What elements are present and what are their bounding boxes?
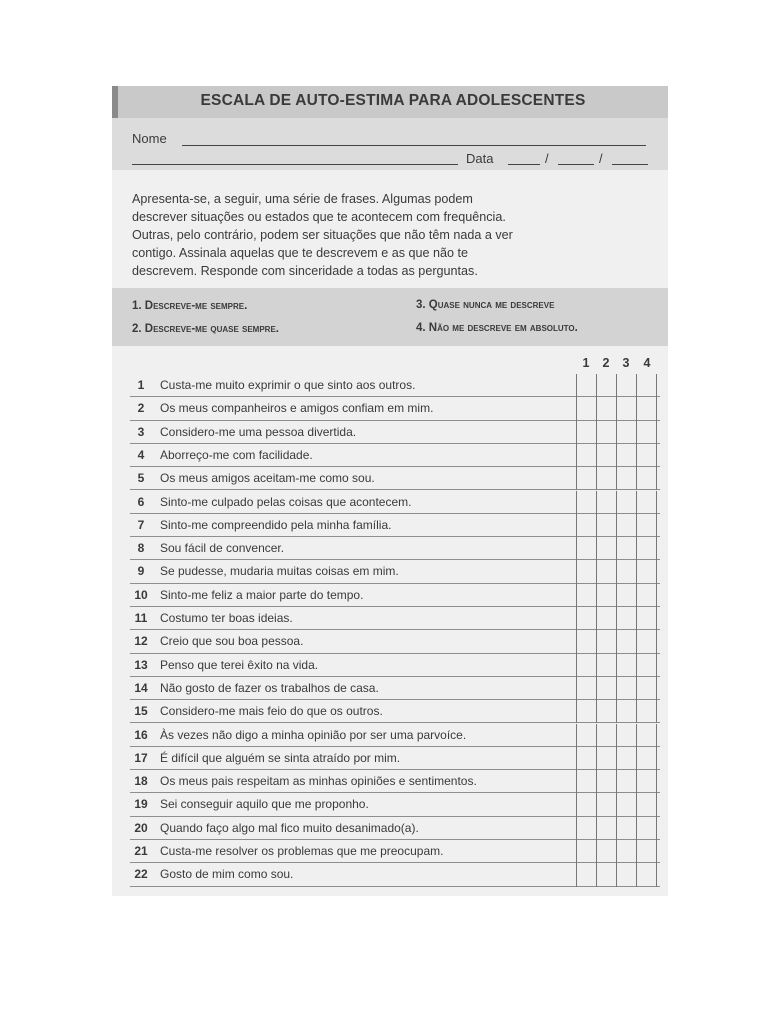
answer-cell-4[interactable] xyxy=(636,374,657,397)
answer-cell-1[interactable] xyxy=(576,467,596,490)
answer-cell-2[interactable] xyxy=(596,840,616,863)
answer-cell-3[interactable] xyxy=(616,700,636,723)
item-statement: Sou fácil de convencer. xyxy=(160,541,285,556)
table-row xyxy=(130,724,660,747)
answer-cell-3[interactable] xyxy=(616,840,636,863)
answer-cell-4[interactable] xyxy=(636,607,657,630)
answer-cell-4[interactable] xyxy=(636,630,657,653)
answer-cell-2[interactable] xyxy=(596,677,616,700)
date-year-field[interactable] xyxy=(612,164,648,165)
answer-cell-4[interactable] xyxy=(636,537,657,560)
answer-cell-3[interactable] xyxy=(616,584,636,607)
item-statement: Os meus pais respeitam as minhas opiniões e sentimentos. xyxy=(160,774,477,789)
answer-cell-4[interactable] xyxy=(636,770,657,793)
answer-cell-3[interactable] xyxy=(616,537,636,560)
table-row xyxy=(130,840,660,863)
table-row xyxy=(130,817,660,840)
answer-cell-2[interactable] xyxy=(596,584,616,607)
item-statement: Se pudesse, mudaria muitas coisas em mim. xyxy=(160,564,399,579)
item-number: 2 xyxy=(137,401,145,416)
answer-cell-1[interactable] xyxy=(576,724,596,747)
answer-cell-3[interactable] xyxy=(616,817,636,840)
table-row xyxy=(130,607,660,630)
item-statement: Os meus amigos aceitam-me como sou. xyxy=(160,471,375,486)
answer-cell-2[interactable] xyxy=(596,654,616,677)
answer-cell-3[interactable] xyxy=(616,747,636,770)
answer-cell-4[interactable] xyxy=(636,654,657,677)
instruction-line: contigo. Assinala aquelas que te descrevem e as que não te xyxy=(132,246,469,260)
item-number: 7 xyxy=(137,517,145,532)
table-row xyxy=(130,537,660,560)
answer-cell-1[interactable] xyxy=(576,630,596,653)
answer-cell-4[interactable] xyxy=(636,421,657,444)
table-row xyxy=(130,491,660,514)
item-number: 18 xyxy=(134,774,148,789)
answer-cell-2[interactable] xyxy=(596,724,616,747)
answer-cell-3[interactable] xyxy=(616,863,636,886)
title-bar xyxy=(112,86,668,118)
answer-cell-4[interactable] xyxy=(636,817,657,840)
column-header-4: 4 xyxy=(643,356,651,370)
answer-cell-2[interactable] xyxy=(596,374,616,397)
name-input-line-2[interactable] xyxy=(132,164,458,165)
item-statement: Costumo ter boas ideias. xyxy=(160,611,293,625)
answer-cell-2[interactable] xyxy=(596,421,616,444)
item-statement: Os meus companheiros e amigos confiam em mim. xyxy=(160,401,434,416)
item-number: 21 xyxy=(134,844,148,858)
item-number: 9 xyxy=(137,564,145,579)
answer-cell-1[interactable] xyxy=(576,677,596,700)
answer-cell-1[interactable] xyxy=(576,584,596,607)
item-number: 8 xyxy=(137,541,145,556)
answer-cell-2[interactable] xyxy=(596,747,616,770)
answer-cell-2[interactable] xyxy=(596,700,616,723)
answer-cell-1[interactable] xyxy=(576,607,596,630)
answer-cell-4[interactable] xyxy=(636,700,657,723)
item-number: 4 xyxy=(137,447,145,462)
item-number: 17 xyxy=(134,750,148,765)
table-row xyxy=(130,770,660,793)
answer-cell-3[interactable] xyxy=(616,770,636,793)
answer-cell-4[interactable] xyxy=(636,724,657,747)
answer-cell-4[interactable] xyxy=(636,793,657,816)
item-statement: Sei conseguir aquilo que me proponho. xyxy=(160,797,369,812)
answer-cell-4[interactable] xyxy=(636,560,657,583)
name-label: Nome xyxy=(132,131,167,146)
item-statement: Quando faço algo mal fico muito desanimado(a). xyxy=(160,820,419,835)
option-3: 3. Quase nunca me descreve xyxy=(416,299,555,311)
answer-cell-4[interactable] xyxy=(636,491,657,514)
option-2: 2. Descreve-me quase sempre. xyxy=(132,323,279,335)
table-row xyxy=(130,514,660,537)
answer-cell-1[interactable] xyxy=(576,840,596,863)
answer-cell-2[interactable] xyxy=(596,630,616,653)
answer-cell-2[interactable] xyxy=(596,817,616,840)
answer-cell-4[interactable] xyxy=(636,747,657,770)
answer-cell-1[interactable] xyxy=(576,770,596,793)
item-statement: Creio que sou boa pessoa. xyxy=(160,634,304,649)
item-statement: Sinto-me feliz a maior parte do tempo. xyxy=(160,587,364,602)
item-statement: Considero-me mais feio do que os outros. xyxy=(160,704,383,719)
option-1: 1. Descreve-me sempre. xyxy=(132,300,248,312)
table-row xyxy=(130,793,660,816)
instruction-line: Outras, pelo contrário, podem ser situações que não têm nada a ver xyxy=(132,228,513,242)
item-number: 19 xyxy=(134,797,148,812)
date-label: Data xyxy=(466,151,494,166)
date-separator: / xyxy=(545,151,549,166)
answer-cell-4[interactable] xyxy=(636,514,657,537)
item-statement: Aborreço-me com facilidade. xyxy=(160,447,313,462)
table-row xyxy=(130,677,660,700)
answer-cell-3[interactable] xyxy=(616,491,636,514)
item-number: 6 xyxy=(137,494,145,509)
table-row xyxy=(130,397,660,420)
answer-cell-2[interactable] xyxy=(596,397,616,420)
answer-cell-4[interactable] xyxy=(636,840,657,863)
answer-cell-1[interactable] xyxy=(576,747,596,770)
item-number: 3 xyxy=(137,424,145,439)
table-row xyxy=(130,374,660,397)
answer-cell-3[interactable] xyxy=(616,724,636,747)
answer-cell-1[interactable] xyxy=(576,793,596,816)
answer-cell-3[interactable] xyxy=(616,467,636,490)
answer-cell-2[interactable] xyxy=(596,444,616,467)
option-4: 4. Não me descreve em absoluto. xyxy=(416,322,578,334)
item-number: 22 xyxy=(134,867,148,882)
answer-cell-1[interactable] xyxy=(576,491,596,514)
table-row xyxy=(130,560,660,583)
answer-cell-1[interactable] xyxy=(576,537,596,560)
item-number: 13 xyxy=(134,657,148,672)
answer-cell-2[interactable] xyxy=(596,793,616,816)
answer-cell-1[interactable] xyxy=(576,444,596,467)
column-header-1: 1 xyxy=(582,356,590,370)
answer-cell-3[interactable] xyxy=(616,421,636,444)
item-number: 20 xyxy=(134,820,148,835)
answer-cell-1[interactable] xyxy=(576,374,596,397)
answer-cell-2[interactable] xyxy=(596,607,616,630)
item-statement: Considero-me uma pessoa divertida. xyxy=(160,424,357,439)
answer-cell-1[interactable] xyxy=(576,700,596,723)
date-separator: / xyxy=(599,151,603,166)
item-statement: Custa-me muito exprimir o que sinto aos outros. xyxy=(160,378,416,392)
answer-cell-1[interactable] xyxy=(576,654,596,677)
item-number: 12 xyxy=(134,634,148,649)
item-statement: Sinto-me compreendido pela minha família. xyxy=(160,517,392,532)
answer-cell-4[interactable] xyxy=(636,677,657,700)
column-header-2: 2 xyxy=(602,356,610,370)
item-number: 5 xyxy=(137,471,145,486)
answer-cell-1[interactable] xyxy=(576,397,596,420)
item-number: 1 xyxy=(137,378,145,392)
item-statement: Sinto-me culpado pelas coisas que acontecem. xyxy=(160,494,412,509)
form-title: ESCALA DE AUTO-ESTIMA PARA ADOLESCENTES xyxy=(200,92,586,109)
answer-cell-3[interactable] xyxy=(616,793,636,816)
item-number: 11 xyxy=(134,611,148,625)
table-row xyxy=(130,421,660,444)
answer-cell-3[interactable] xyxy=(616,630,636,653)
item-statement: Gosto de mim como sou. xyxy=(160,867,294,882)
name-input-line[interactable] xyxy=(182,145,646,146)
answer-cell-3[interactable] xyxy=(616,514,636,537)
item-number: 15 xyxy=(134,704,148,719)
answer-cell-4[interactable] xyxy=(636,863,657,886)
table-row xyxy=(130,630,660,653)
answer-cell-1[interactable] xyxy=(576,560,596,583)
answer-cell-3[interactable] xyxy=(616,397,636,420)
answer-cell-3[interactable] xyxy=(616,444,636,467)
answer-cell-3[interactable] xyxy=(616,654,636,677)
table-row xyxy=(130,584,660,607)
table-row xyxy=(130,747,660,770)
table-row xyxy=(130,467,660,490)
column-header-3: 3 xyxy=(622,356,630,370)
answer-cell-1[interactable] xyxy=(576,817,596,840)
name-date-area xyxy=(112,118,668,170)
answer-cell-2[interactable] xyxy=(596,770,616,793)
answer-cell-2[interactable] xyxy=(596,560,616,583)
table-row xyxy=(130,700,660,723)
answer-cell-4[interactable] xyxy=(636,584,657,607)
date-day-field[interactable] xyxy=(508,164,540,165)
answer-options xyxy=(112,288,668,346)
instruction-line: Apresenta-se, a seguir, uma série de frases. Algumas podem xyxy=(132,192,473,206)
item-statement: Custa-me resolver os problemas que me preocupam. xyxy=(160,844,444,858)
instruction-line: descrever situações ou estados que te acontecem com frequência. xyxy=(132,210,506,224)
questionnaire-sheet xyxy=(112,86,668,896)
item-statement: É difícil que alguém se sinta atraído por mim. xyxy=(160,750,401,765)
table-row xyxy=(130,863,660,886)
item-number: 10 xyxy=(134,587,148,602)
instructions xyxy=(132,190,652,280)
answer-cell-1[interactable] xyxy=(576,421,596,444)
answer-cell-3[interactable] xyxy=(616,560,636,583)
answer-cell-2[interactable] xyxy=(596,537,616,560)
answer-cell-3[interactable] xyxy=(616,607,636,630)
instruction-line: descrevem. Responde com sinceridade a todas as perguntas. xyxy=(132,264,478,278)
item-number: 14 xyxy=(134,680,148,695)
table-row xyxy=(130,444,660,467)
item-statement: Penso que terei êxito na vida. xyxy=(160,657,319,672)
answer-cell-1[interactable] xyxy=(576,514,596,537)
answer-cell-2[interactable] xyxy=(596,467,616,490)
answer-cell-2[interactable] xyxy=(596,514,616,537)
item-number: 16 xyxy=(134,727,148,742)
answer-cell-4[interactable] xyxy=(636,467,657,490)
answer-cell-4[interactable] xyxy=(636,397,657,420)
date-month-field[interactable] xyxy=(558,164,594,165)
answer-cell-3[interactable] xyxy=(616,677,636,700)
answer-cell-2[interactable] xyxy=(596,863,616,886)
answer-cell-2[interactable] xyxy=(596,491,616,514)
table-row xyxy=(130,654,660,677)
answer-cell-3[interactable] xyxy=(616,374,636,397)
item-statement: Às vezes não digo a minha opinião por ser uma parvoíce. xyxy=(160,727,467,742)
item-statement: Não gosto de fazer os trabalhos de casa. xyxy=(160,680,379,695)
answer-cell-1[interactable] xyxy=(576,863,596,886)
answer-cell-4[interactable] xyxy=(636,444,657,467)
